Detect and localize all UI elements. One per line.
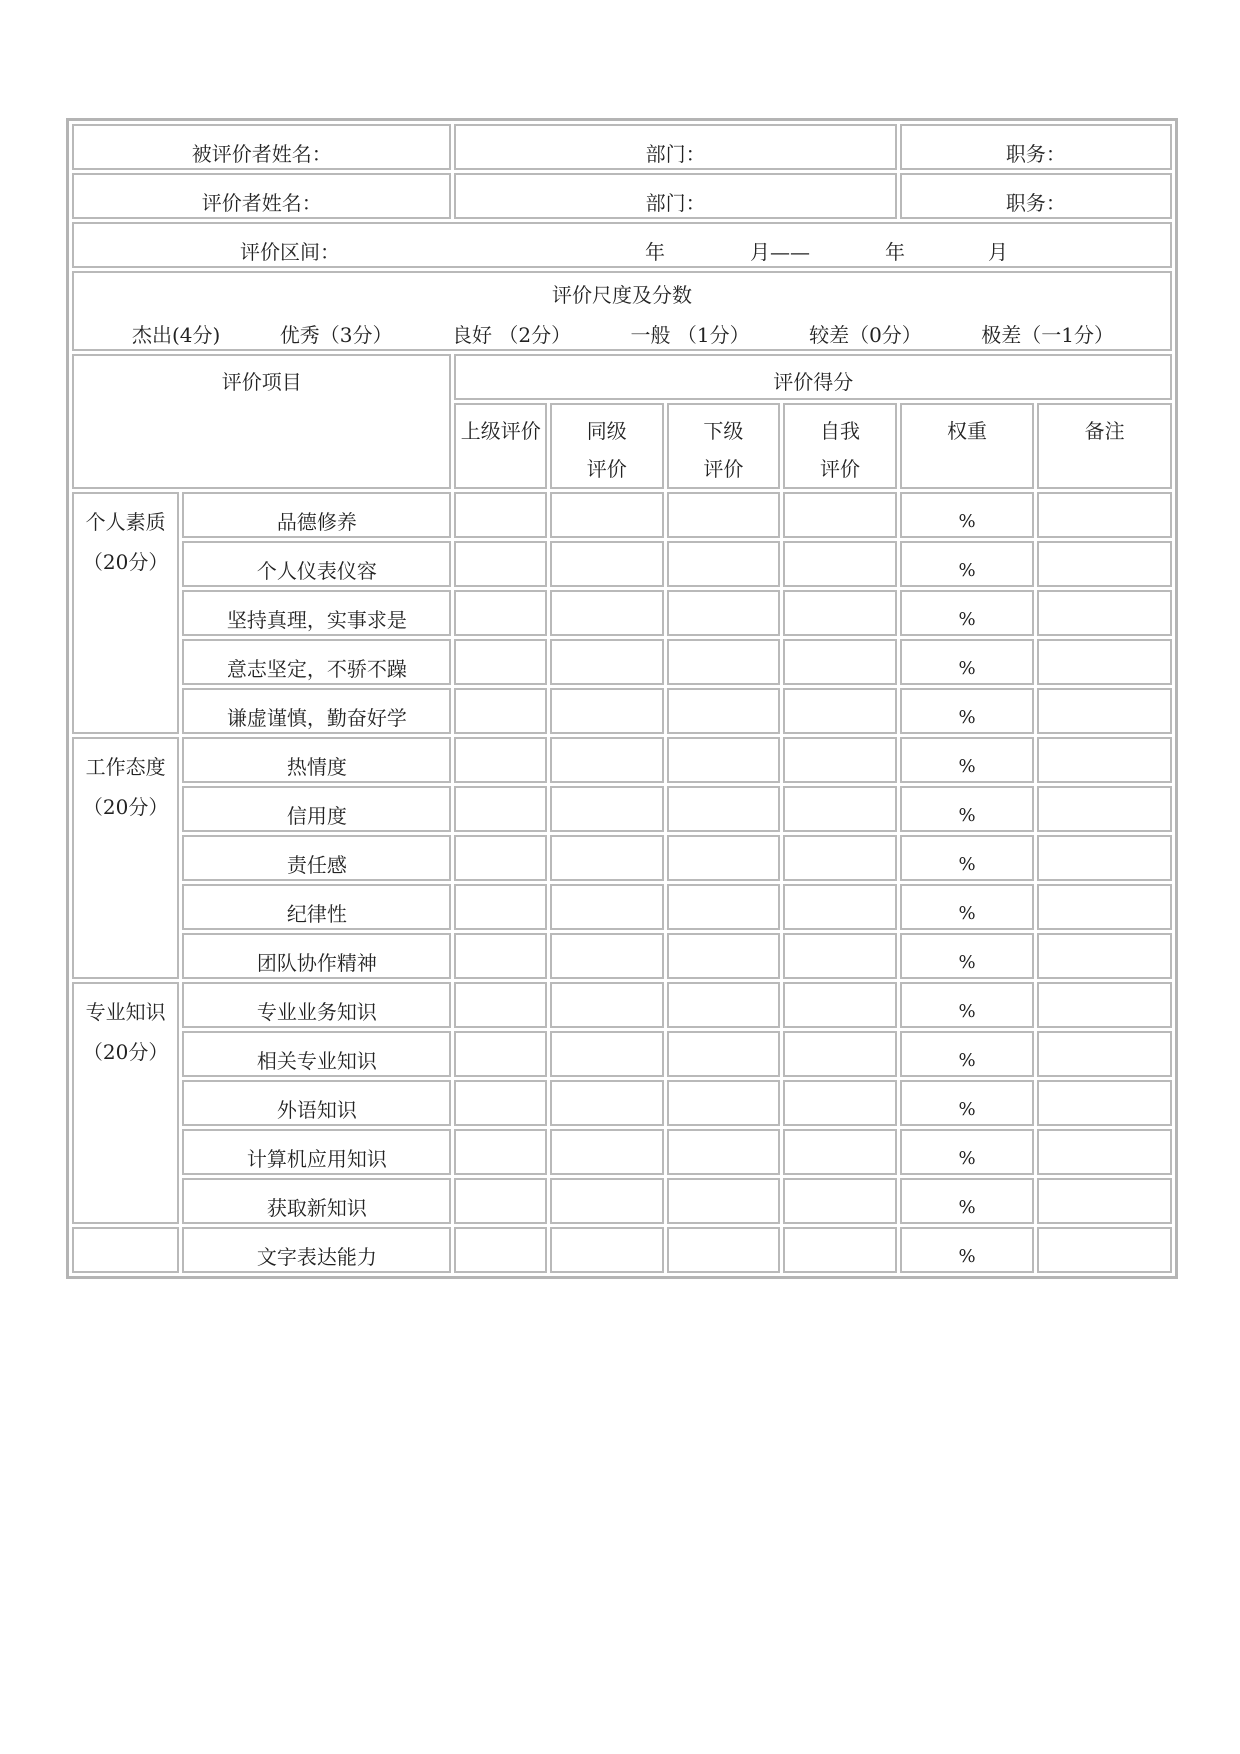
peer-evaluation-line1: 同级 xyxy=(586,419,627,443)
scale-level: 良好 （2分） xyxy=(451,323,572,347)
scale-cell xyxy=(72,271,1172,351)
item-name-cell xyxy=(182,884,451,930)
category-cell xyxy=(72,492,179,734)
item-name-cell xyxy=(182,1129,451,1175)
peer-score-cell[interactable] xyxy=(550,1178,664,1224)
evaluator-position-cell[interactable] xyxy=(900,173,1172,219)
subordinate-evaluation-line2: 评价 xyxy=(703,457,744,481)
subordinate-score-cell[interactable] xyxy=(667,835,781,881)
remarks-cell[interactable] xyxy=(1037,492,1172,538)
remarks-cell[interactable] xyxy=(1037,1129,1172,1175)
item-name: 团队协作精神 xyxy=(256,951,377,975)
item-name: 热情度 xyxy=(286,755,347,779)
position-label: 职务： xyxy=(1005,191,1066,215)
peer-score-cell[interactable] xyxy=(550,884,664,930)
scale-levels xyxy=(74,309,1170,349)
percent-sign: % xyxy=(958,609,976,630)
scale-title: 评价尺度及分数 xyxy=(552,283,692,307)
scale-level: 一般 （1分） xyxy=(630,323,750,347)
weight-cell[interactable] xyxy=(900,1129,1035,1175)
peer-score-cell[interactable] xyxy=(550,688,664,734)
item-name: 坚持真理，实事求是 xyxy=(226,608,407,632)
percent-sign: % xyxy=(958,1050,976,1071)
category-points: （20分） xyxy=(82,550,169,574)
evaluator-name-cell[interactable] xyxy=(72,173,451,219)
self-score-cell[interactable] xyxy=(783,639,897,685)
self-score-cell[interactable] xyxy=(783,1227,897,1273)
subordinate-score-cell[interactable] xyxy=(667,1227,781,1273)
scale-level: 较差（0分） xyxy=(809,323,922,347)
superior-score-cell[interactable] xyxy=(454,933,547,979)
subordinate-score-cell[interactable] xyxy=(667,541,781,587)
table-row xyxy=(72,1178,1172,1224)
superior-score-cell[interactable] xyxy=(454,1178,547,1224)
table-row xyxy=(72,786,1172,832)
table-row xyxy=(72,688,1172,734)
weight-cell[interactable] xyxy=(900,1031,1035,1077)
remarks-cell[interactable] xyxy=(1037,737,1172,783)
table-row xyxy=(72,639,1172,685)
period-month-end: 月 xyxy=(988,240,1008,264)
self-score-cell[interactable] xyxy=(783,1080,897,1126)
superior-score-cell[interactable] xyxy=(454,737,547,783)
self-score-cell[interactable] xyxy=(783,1129,897,1175)
item-name-cell xyxy=(182,835,451,881)
item-name: 纪律性 xyxy=(286,902,347,926)
category-cell xyxy=(72,1227,179,1273)
item-name-cell xyxy=(182,688,451,734)
table-row xyxy=(72,982,1172,1028)
table-row xyxy=(72,835,1172,881)
subordinate-score-cell[interactable] xyxy=(667,1178,781,1224)
superior-score-cell[interactable] xyxy=(454,1080,547,1126)
column-header-row xyxy=(72,354,1172,400)
percent-sign: % xyxy=(958,952,976,973)
item-name: 谦虚谨慎，勤奋好学 xyxy=(226,706,407,730)
item-name: 信用度 xyxy=(286,804,347,828)
evaluation-item-header xyxy=(72,354,451,489)
evaluator-department-cell[interactable] xyxy=(454,173,896,219)
superior-score-cell[interactable] xyxy=(454,1227,547,1273)
category-points xyxy=(74,1243,177,1255)
superior-score-cell[interactable] xyxy=(454,639,547,685)
remarks-cell[interactable] xyxy=(1037,1080,1172,1126)
self-score-cell[interactable] xyxy=(783,1178,897,1224)
self-score-cell[interactable] xyxy=(783,737,897,783)
weight-cell[interactable] xyxy=(900,933,1035,979)
peer-score-cell[interactable] xyxy=(550,541,664,587)
self-evaluation-header xyxy=(783,403,897,489)
item-name: 责任感 xyxy=(286,853,347,877)
peer-score-cell[interactable] xyxy=(550,835,664,881)
period-row xyxy=(72,222,1172,268)
weight-cell[interactable] xyxy=(900,639,1035,685)
weight-header-text: 权重 xyxy=(947,419,988,443)
subordinate-score-cell[interactable] xyxy=(667,933,781,979)
percent-sign: % xyxy=(958,756,976,777)
weight-cell[interactable] xyxy=(900,835,1035,881)
remarks-cell[interactable] xyxy=(1037,1227,1172,1273)
department-label: 部门： xyxy=(645,142,706,166)
weight-cell[interactable] xyxy=(900,982,1035,1028)
item-name-cell xyxy=(182,737,451,783)
period-label: 评价区间： xyxy=(240,240,340,264)
remarks-header-text: 备注 xyxy=(1084,419,1125,443)
self-score-cell[interactable] xyxy=(783,688,897,734)
remarks-cell[interactable] xyxy=(1037,982,1172,1028)
percent-sign: % xyxy=(958,1148,976,1169)
item-name: 获取新知识 xyxy=(266,1196,367,1220)
subordinate-score-cell[interactable] xyxy=(667,590,781,636)
table-row xyxy=(72,1080,1172,1126)
weight-cell[interactable] xyxy=(900,688,1035,734)
percent-sign: % xyxy=(958,903,976,924)
scale-level: 极差（一1分） xyxy=(981,323,1114,347)
remarks-cell[interactable] xyxy=(1037,884,1172,930)
peer-score-cell[interactable] xyxy=(550,1129,664,1175)
table-row xyxy=(72,590,1172,636)
evaluatee-position-cell[interactable] xyxy=(900,124,1172,170)
table-row xyxy=(72,541,1172,587)
item-name: 外语知识 xyxy=(276,1098,357,1122)
percent-sign: % xyxy=(958,1099,976,1120)
remarks-cell[interactable] xyxy=(1037,639,1172,685)
item-name-cell xyxy=(182,982,451,1028)
superior-score-cell[interactable] xyxy=(454,982,547,1028)
item-name-cell xyxy=(182,1031,451,1077)
superior-score-cell[interactable] xyxy=(454,492,547,538)
peer-score-cell[interactable] xyxy=(550,1080,664,1126)
evaluatee-row xyxy=(72,124,1172,170)
table-row xyxy=(72,933,1172,979)
evaluation-table xyxy=(66,118,1178,1279)
superior-evaluation-text: 上级评价 xyxy=(460,419,541,443)
superior-score-cell[interactable] xyxy=(454,1031,547,1077)
subordinate-score-cell[interactable] xyxy=(667,1080,781,1126)
evaluator-row xyxy=(72,173,1172,219)
weight-cell[interactable] xyxy=(900,1227,1035,1273)
percent-sign: % xyxy=(958,1001,976,1022)
remarks-cell[interactable] xyxy=(1037,541,1172,587)
subordinate-score-cell[interactable] xyxy=(667,786,781,832)
subordinate-score-cell[interactable] xyxy=(667,982,781,1028)
superior-score-cell[interactable] xyxy=(454,786,547,832)
peer-score-cell[interactable] xyxy=(550,1227,664,1273)
evaluatee-name-label: 被评价者姓名： xyxy=(191,142,332,166)
table-row xyxy=(72,1129,1172,1175)
self-score-cell[interactable] xyxy=(783,933,897,979)
peer-score-cell[interactable] xyxy=(550,1031,664,1077)
self-score-cell[interactable] xyxy=(783,982,897,1028)
evaluation-form xyxy=(66,118,1178,1279)
subordinate-score-cell[interactable] xyxy=(667,492,781,538)
peer-evaluation-line2: 评价 xyxy=(586,457,627,481)
subordinate-evaluation-line1: 下级 xyxy=(703,419,744,443)
self-score-cell[interactable] xyxy=(783,541,897,587)
item-name-cell xyxy=(182,786,451,832)
table-row xyxy=(72,737,1172,783)
peer-score-cell[interactable] xyxy=(550,786,664,832)
subordinate-score-cell[interactable] xyxy=(667,884,781,930)
table-row xyxy=(72,884,1172,930)
percent-sign: % xyxy=(958,1246,976,1267)
item-name-cell xyxy=(182,541,451,587)
item-name: 计算机应用知识 xyxy=(246,1147,387,1171)
evaluatee-department-cell[interactable] xyxy=(454,124,896,170)
superior-score-cell[interactable] xyxy=(454,590,547,636)
self-evaluation-line2: 评价 xyxy=(819,457,860,481)
category-name: 个人素质 xyxy=(85,510,166,534)
self-score-cell[interactable] xyxy=(783,1031,897,1077)
evaluation-score-header-text: 评价得分 xyxy=(773,370,854,394)
percent-sign: % xyxy=(958,707,976,728)
item-name-cell xyxy=(182,590,451,636)
superior-score-cell[interactable] xyxy=(454,1129,547,1175)
remarks-cell[interactable] xyxy=(1037,1031,1172,1077)
self-score-cell[interactable] xyxy=(783,786,897,832)
item-name-cell xyxy=(182,1080,451,1126)
item-name-cell xyxy=(182,1178,451,1224)
item-name: 文字表达能力 xyxy=(256,1245,377,1269)
category-points: （20分） xyxy=(82,795,169,819)
item-name: 相关专业知识 xyxy=(256,1049,377,1073)
department-label: 部门： xyxy=(645,191,706,215)
category-cell xyxy=(72,737,179,979)
category-cell xyxy=(72,982,179,1224)
subordinate-score-cell[interactable] xyxy=(667,737,781,783)
remarks-header xyxy=(1037,403,1172,489)
category-name: 工作态度 xyxy=(85,755,166,779)
item-name: 意志坚定，不骄不躁 xyxy=(226,657,407,681)
peer-evaluation-header xyxy=(550,403,664,489)
remarks-cell[interactable] xyxy=(1037,688,1172,734)
superior-evaluation-header xyxy=(454,403,547,489)
subordinate-score-cell[interactable] xyxy=(667,1129,781,1175)
self-score-cell[interactable] xyxy=(783,590,897,636)
percent-sign: % xyxy=(958,658,976,679)
percent-sign: % xyxy=(958,511,976,532)
percent-sign: % xyxy=(958,805,976,826)
percent-sign: % xyxy=(958,854,976,875)
remarks-cell[interactable] xyxy=(1037,786,1172,832)
peer-score-cell[interactable] xyxy=(550,933,664,979)
weight-cell[interactable] xyxy=(900,1178,1035,1224)
remarks-cell[interactable] xyxy=(1037,1178,1172,1224)
item-name-cell xyxy=(182,639,451,685)
period-year-start: 年 xyxy=(645,240,665,264)
evaluator-name-label: 评价者姓名： xyxy=(201,191,322,215)
weight-cell[interactable] xyxy=(900,590,1035,636)
subordinate-score-cell[interactable] xyxy=(667,1031,781,1077)
remarks-cell[interactable] xyxy=(1037,835,1172,881)
item-name: 个人仪表仪容 xyxy=(256,559,377,583)
category-name: 专业知识 xyxy=(85,1000,166,1024)
self-score-cell[interactable] xyxy=(783,492,897,538)
peer-score-cell[interactable] xyxy=(550,982,664,1028)
item-name: 专业业务知识 xyxy=(256,1000,377,1024)
period-year-end: 年 xyxy=(885,240,905,264)
subordinate-score-cell[interactable] xyxy=(667,639,781,685)
weight-cell[interactable] xyxy=(900,884,1035,930)
peer-score-cell[interactable] xyxy=(550,590,664,636)
weight-header xyxy=(900,403,1035,489)
weight-cell[interactable] xyxy=(900,541,1035,587)
period-month-start: 月—— xyxy=(750,240,810,264)
self-score-cell[interactable] xyxy=(783,884,897,930)
weight-cell[interactable] xyxy=(900,737,1035,783)
percent-sign: % xyxy=(958,560,976,581)
superior-score-cell[interactable] xyxy=(454,835,547,881)
category-name xyxy=(74,1229,177,1243)
remarks-cell[interactable] xyxy=(1037,933,1172,979)
weight-cell[interactable] xyxy=(900,492,1035,538)
evaluation-score-header xyxy=(454,354,1172,400)
evaluatee-name-cell[interactable] xyxy=(72,124,451,170)
item-name-cell xyxy=(182,933,451,979)
superior-score-cell[interactable] xyxy=(454,541,547,587)
subordinate-score-cell[interactable] xyxy=(667,688,781,734)
weight-cell[interactable] xyxy=(900,786,1035,832)
evaluation-period-cell[interactable] xyxy=(72,222,1172,268)
table-row xyxy=(72,1227,1172,1273)
weight-cell[interactable] xyxy=(900,1080,1035,1126)
peer-score-cell[interactable] xyxy=(550,492,664,538)
self-evaluation-line1: 自我 xyxy=(819,419,860,443)
scale-row xyxy=(72,271,1172,351)
superior-score-cell[interactable] xyxy=(454,688,547,734)
evaluation-item-header-text: 评价项目 xyxy=(221,370,302,394)
remarks-cell[interactable] xyxy=(1037,590,1172,636)
peer-score-cell[interactable] xyxy=(550,639,664,685)
superior-score-cell[interactable] xyxy=(454,884,547,930)
item-name-cell xyxy=(182,1227,451,1273)
scale-level: 杰出(4分) xyxy=(132,323,221,347)
item-name: 品德修养 xyxy=(276,510,357,534)
self-score-cell[interactable] xyxy=(783,835,897,881)
category-points: （20分） xyxy=(82,1040,169,1064)
item-name-cell xyxy=(182,492,451,538)
scale-level: 优秀（3分） xyxy=(279,323,393,347)
peer-score-cell[interactable] xyxy=(550,737,664,783)
percent-sign: % xyxy=(958,1197,976,1218)
table-row xyxy=(72,1031,1172,1077)
position-label: 职务： xyxy=(1005,142,1066,166)
table-row xyxy=(72,492,1172,538)
subordinate-evaluation-header xyxy=(667,403,781,489)
